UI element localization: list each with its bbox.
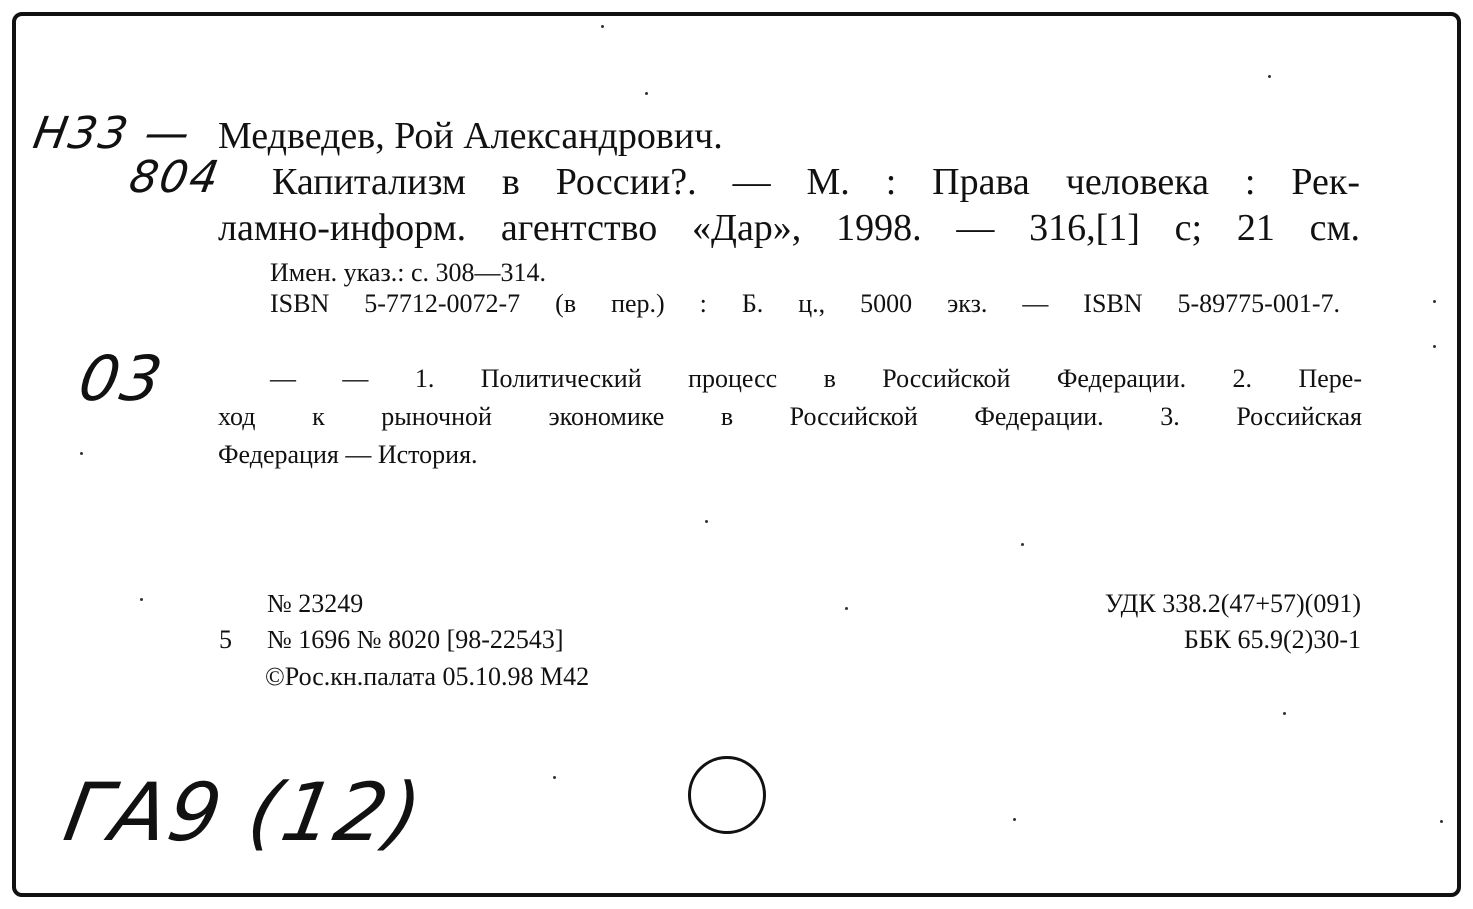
handwritten-shelf-mark-top: Н33 — bbox=[29, 108, 196, 159]
scan-speck bbox=[645, 92, 648, 95]
handwritten-shelf-mark-bottom: 804 bbox=[125, 152, 225, 203]
registration-numbers: № 1696 № 8020 [98-22543] bbox=[267, 625, 564, 654]
scan-speck bbox=[1433, 300, 1436, 303]
scan-speck bbox=[1268, 75, 1271, 78]
scan-speck bbox=[553, 776, 556, 779]
scan-speck bbox=[140, 598, 143, 601]
scan-speck bbox=[1283, 712, 1286, 715]
bbk-code: ББК 65.9(2)30-1 bbox=[1183, 625, 1361, 654]
title-line-2: ламно-информ. агентство «Дар», 1998. — 316,[1] с; 21 см. bbox=[218, 207, 1360, 249]
scan-speck bbox=[705, 520, 708, 523]
scan-speck bbox=[601, 25, 604, 28]
index-note: Имен. указ.: с. 308—314. bbox=[270, 258, 546, 287]
book-chamber-stamp: ©Рос.кн.палата 05.10.98 М42 bbox=[265, 662, 590, 691]
scan-speck bbox=[1440, 820, 1443, 823]
scan-speck bbox=[845, 607, 848, 610]
subjects-line-1: — — 1. Политический процесс в Российской Федерации. 2. Пере- bbox=[270, 364, 1362, 393]
scan-speck bbox=[1433, 345, 1436, 348]
scan-speck bbox=[1013, 818, 1016, 821]
title-line-1: Капитализм в России?. — М. : Права человека : Рек- bbox=[272, 161, 1360, 203]
scan-speck bbox=[1021, 543, 1024, 546]
card-count-prefix: 5 bbox=[219, 625, 232, 654]
author-heading: Медведев, Рой Александрович. bbox=[218, 115, 723, 157]
subjects-line-2: ход к рыночной экономике в Российской Федерации. 3. Российская bbox=[218, 402, 1362, 431]
isbn-line: ISBN 5-7712-0072-7 (в пер.) : Б. ц., 5000 экз. — ISBN 5-89775-001-7. bbox=[270, 289, 1340, 318]
punch-hole bbox=[688, 756, 766, 834]
udk-code: УДК 338.2(47+57)(091) bbox=[1104, 589, 1361, 618]
card-number: № 23249 bbox=[267, 589, 364, 618]
subjects-line-3: Федерация — История. bbox=[218, 440, 478, 469]
handwritten-inventory-mark: ГА9 (12) bbox=[57, 766, 431, 859]
handwritten-code: 03 bbox=[73, 342, 170, 415]
scan-speck bbox=[80, 452, 83, 455]
